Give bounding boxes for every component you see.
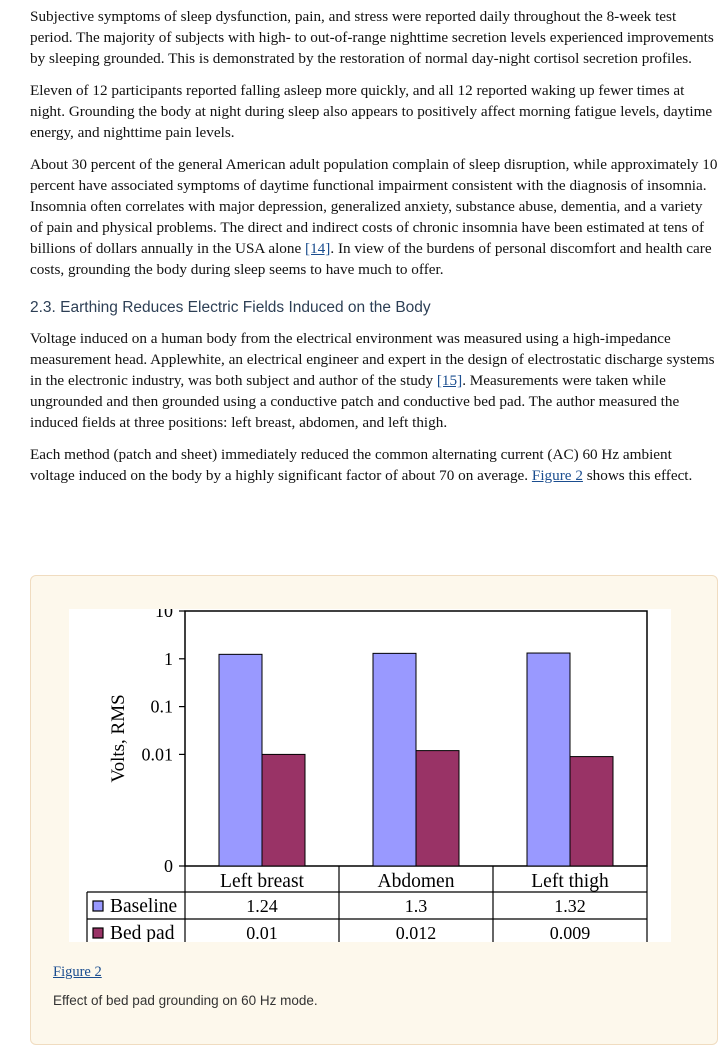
- reference-link-15[interactable]: [15]: [436, 372, 463, 389]
- bar-bed-pad: [416, 751, 459, 866]
- paragraph-sleep-symptoms: Subjective symptoms of sleep dysfunction, pain, and stress were reported daily throughout the 8-week test period. The majority of subjects with high- to out-of-range nighttime secretion levels experienced improvements by sleeping grounded. This is demonstrated by the restoration of normal day-night cortisol secretion profiles.: [30, 8, 714, 67]
- figure-2-link-inline[interactable]: Figure 2: [531, 467, 583, 484]
- article-body: [30, 6, 718, 497]
- bar-bed-pad: [570, 757, 613, 866]
- y-axis-label: Volts, RMS: [108, 694, 129, 783]
- bar-baseline: [527, 653, 570, 866]
- x-tick-label: Left thigh: [531, 871, 609, 892]
- paragraph-insomnia: [30, 154, 718, 280]
- legend-swatch: [93, 901, 103, 911]
- bar-chart: [69, 609, 671, 942]
- paragraph-text: About 30 percent of the general American adult population complain of sleep disruption, while approximately 10 percent have associated symptoms of daytime functional impairment consistent with the diagnosis of insomnia. Insomnia often correlates with major depression, generalized anxiety, substance abuse, dementia, and a variety of pain and physical problems. The direct and indirect costs of chronic insomnia have been estimated at tens of billions of dollars annually in the USA alone: [30, 156, 718, 257]
- figure-caption: Effect of bed pad grounding on 60 Hz mode.: [53, 993, 318, 1008]
- bar-baseline: [219, 654, 262, 866]
- x-tick-label: Abdomen: [377, 871, 455, 892]
- paragraph-text: . In view of the burdens of personal discomfort and health care costs, grounding the body during sleep seems to have much to offer.: [30, 240, 712, 278]
- reference-link-14[interactable]: [14]: [305, 240, 331, 257]
- data-label: 1.32: [554, 896, 586, 916]
- paragraph-voltage-method: [30, 328, 718, 433]
- bar-baseline: [373, 653, 416, 866]
- legend-swatch: [93, 928, 103, 938]
- paragraph-text: Voltage induced on a human body from the electrical environment was measured using a high-impedance measurement head. Applewhite, an electrical engineer and expert in the design of electrostatic discharge systems in the electronic industry, was both subject and author of the study: [30, 330, 715, 389]
- chart-area: [69, 609, 671, 942]
- figure-panel: [30, 575, 718, 1045]
- paragraph-text: . Measurements were taken while ungrounded and then grounded using a conductive patch and conductive bed pad. The author measured the induced fields at three positions: left breast, abdomen, and left thigh.: [30, 372, 680, 431]
- data-label: 1.3: [404, 896, 428, 916]
- y-tick-label: 1: [164, 648, 173, 669]
- x-tick-label: Left breast: [220, 871, 304, 892]
- data-label: 1.24: [246, 896, 278, 916]
- data-label: 0.009: [549, 923, 591, 942]
- figure-2-link[interactable]: Figure 2: [53, 964, 102, 980]
- y-tick-label: 0.1: [150, 696, 173, 717]
- y-tick-label: 10: [155, 609, 173, 621]
- y-tick-label: 0.01: [141, 744, 173, 765]
- section-heading: 2.3. Earthing Reduces Electric Fields Induced on the Body: [30, 299, 431, 316]
- bar-bed-pad: [262, 754, 305, 866]
- data-label: 0.012: [395, 923, 437, 942]
- legend-entry: Bed pad: [110, 923, 175, 942]
- legend-entry: Baseline: [110, 896, 178, 917]
- data-label: 0.01: [246, 923, 278, 942]
- y-tick-label: 0: [164, 856, 173, 876]
- paragraph-sleep-results: Eleven of 12 participants reported falling asleep more quickly, and all 12 reported waking up fewer times at night. Grounding the body at night during sleep also appears to positively affect morning fatigue levels, daytime energy, and nighttime pain levels.: [30, 82, 713, 141]
- paragraph-text: Each method (patch and sheet) immediately reduced the common alternating current (AC) 60 Hz ambient voltage induced on the body by a highly significant factor of about 70 on average.: [30, 446, 672, 484]
- paragraph-text: shows this effect.: [582, 467, 693, 484]
- paragraph-voltage-result: [30, 444, 718, 486]
